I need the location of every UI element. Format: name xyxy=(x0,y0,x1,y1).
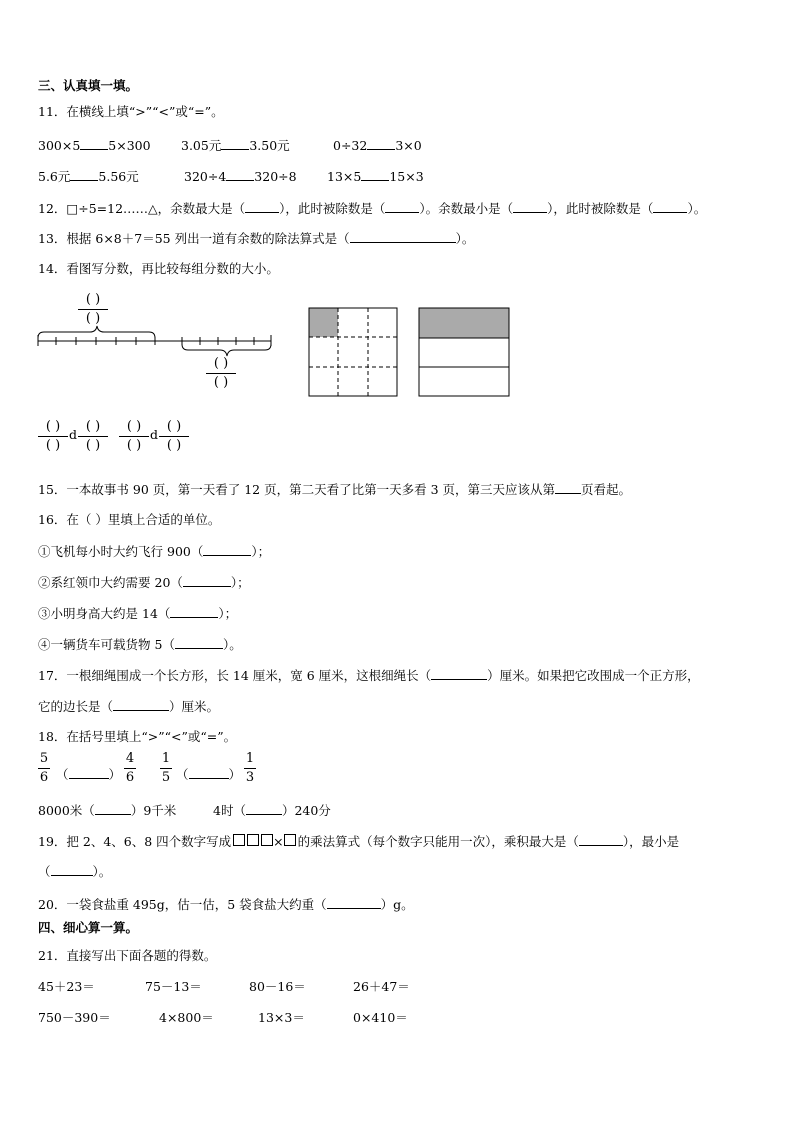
fraction-numerator-blank[interactable]: ( ) xyxy=(166,419,182,434)
q17-text-2: ）厘米。如果把它改围成一个正方形， xyxy=(487,668,700,683)
answer-blank[interactable] xyxy=(175,636,223,649)
q11-item-3 xyxy=(333,137,422,154)
compare-2-sign: d xyxy=(150,427,159,442)
q17-line-1 xyxy=(38,667,700,684)
q19-line-2 xyxy=(38,863,111,880)
q13-line xyxy=(38,230,474,247)
q11-item-1 xyxy=(38,137,151,154)
q11-item-1-right: 5×300 xyxy=(108,138,151,153)
compare-1-sign: d xyxy=(69,427,78,442)
answer-blank[interactable] xyxy=(431,667,487,680)
q11-item-6 xyxy=(327,168,424,185)
q11-item-5-left: 320÷4 xyxy=(184,169,227,184)
striped-square-outline xyxy=(419,308,509,396)
q15-text-2: 页看起。 xyxy=(581,482,632,497)
fraction-numerator: 4 xyxy=(125,751,135,766)
q11-item-2 xyxy=(181,137,290,154)
fraction-denominator-blank[interactable]: ( ) xyxy=(166,438,182,453)
q11-item-4-right: 5.56元 xyxy=(98,169,139,184)
q12-text-3: ）。余数最小是（ xyxy=(419,201,514,216)
section-4-heading: 四、细心算一算。 xyxy=(38,920,139,935)
digit-box xyxy=(233,834,245,846)
item-marker: ① xyxy=(38,544,51,559)
fraction-denominator-blank[interactable]: ( ) xyxy=(213,375,229,390)
answer-blank[interactable] xyxy=(80,137,108,150)
q15-line xyxy=(38,481,631,498)
q18-row2-item-1-left: 8000米（ xyxy=(38,803,95,818)
q17-text-4: ）厘米。 xyxy=(169,699,220,714)
fraction-denominator: 5 xyxy=(161,770,171,785)
fraction-denominator-blank[interactable]: ( ) xyxy=(85,438,101,453)
q11-title: 11．在横线上填“>”“<”或“=”。 xyxy=(38,104,224,119)
compare-2-left xyxy=(119,419,149,454)
shaded-cell xyxy=(309,308,338,337)
q17-text-3: 它的边长是（ xyxy=(38,699,114,714)
q17-line-2 xyxy=(38,698,219,715)
q11-item-4-left: 5.6元 xyxy=(38,169,71,184)
calc-item: 4×800＝ xyxy=(159,1010,214,1025)
calc-item: 750－390＝ xyxy=(38,1010,111,1025)
answer-blank[interactable] xyxy=(327,896,381,909)
q16-item-4-text: 一辆货车可载货物 5（ xyxy=(50,637,175,652)
q19-text-3: ），最小是 xyxy=(622,834,680,849)
q16-item-2-end: ）； xyxy=(230,575,250,590)
answer-blank[interactable] xyxy=(361,168,389,181)
fraction-numerator-blank[interactable]: ( ) xyxy=(213,356,229,371)
q16-item-3-end: ）； xyxy=(218,606,238,621)
q12-text-5: ）。 xyxy=(687,201,707,216)
q11-item-3-right: 3×0 xyxy=(395,138,422,153)
q11-item-3-left: 0÷32 xyxy=(333,138,368,153)
fraction-denominator-blank[interactable]: ( ) xyxy=(85,311,101,326)
q20-text-1: 20．一袋食盐重 495g，估一估，5 袋食盐大约重（ xyxy=(38,897,327,912)
q16-item-4-end: ）。 xyxy=(222,637,242,652)
answer-blank[interactable] xyxy=(95,802,131,815)
answer-blank[interactable] xyxy=(51,863,93,876)
answer-blank[interactable] xyxy=(189,766,229,779)
fraction-numerator: 1 xyxy=(245,751,255,766)
q11-item-6-left: 13×5 xyxy=(327,169,362,184)
q18-row2-item-2-right: ）240分 xyxy=(281,803,331,818)
item-marker: ③ xyxy=(38,606,51,621)
q12-text-1: 12．□÷5=12……△，余数最大是（ xyxy=(38,201,246,216)
fraction-denominator-blank[interactable]: ( ) xyxy=(45,438,61,453)
close-paren: ） xyxy=(108,767,122,782)
q16-item-4 xyxy=(38,636,242,653)
calc-item: 80－16＝ xyxy=(249,979,306,994)
answer-blank[interactable] xyxy=(367,137,395,150)
q11-item-2-right: 3.50元 xyxy=(249,138,290,153)
numberline-fraction-bottom xyxy=(206,356,236,391)
q13-text-2: ）。 xyxy=(455,231,475,246)
top-brace xyxy=(38,326,155,338)
digit-box xyxy=(261,834,273,846)
answer-blank[interactable] xyxy=(221,137,249,150)
grid-square-outline xyxy=(309,308,397,396)
q19-text-1: 19．把 2、4、6、8 四个数字写成 xyxy=(38,834,232,849)
q20-text-2: ）g。 xyxy=(380,897,414,912)
bottom-brace xyxy=(182,344,271,356)
answer-blank[interactable] xyxy=(653,200,687,213)
answer-blank[interactable] xyxy=(69,766,109,779)
fraction-denominator: 6 xyxy=(39,770,49,785)
fraction-denominator-blank[interactable]: ( ) xyxy=(126,438,142,453)
q16-item-1-text: 飞机每小时大约飞行 900（ xyxy=(50,544,204,559)
q19-text-2: 的乘法算式（每个数字只能用一次），乘积最大是（ xyxy=(297,834,579,849)
q12-text-2: ），此时被除数是（ xyxy=(279,201,386,216)
answer-blank[interactable] xyxy=(385,200,419,213)
compare-2-right xyxy=(159,419,189,454)
q16-item-3-text: 小明身高大约是 14（ xyxy=(50,606,171,621)
q19-text-4: （ xyxy=(38,864,51,879)
q11-item-5-right: 320÷8 xyxy=(254,169,297,184)
q18-fraction-1 xyxy=(38,751,50,786)
calc-item: 75－13＝ xyxy=(145,979,202,994)
item-marker: ④ xyxy=(38,637,51,652)
answer-blank[interactable] xyxy=(246,802,282,815)
answer-blank[interactable] xyxy=(579,833,623,846)
q16-title: 16．在（ ）里填上合适的单位。 xyxy=(38,512,221,527)
q15-text-1: 15．一本故事书 90 页，第一天看了 12 页，第二天看了比第一天多看 3 页，第三天应该从第 xyxy=(38,482,556,497)
compare-1-right xyxy=(78,419,108,454)
q16-item-2 xyxy=(38,574,250,591)
q18-fraction-2 xyxy=(124,751,136,786)
q19-text-5: ）。 xyxy=(92,864,112,879)
item-marker: ② xyxy=(38,575,51,590)
q16-item-2-text: 系红领巾大约需要 20（ xyxy=(50,575,183,590)
q17-text-1: 17．一根细绳围成一个长方形，长 14 厘米，宽 6 厘米，这根细绳长（ xyxy=(38,668,432,683)
q13-text-1: 13．根据 6×8＋7＝55 列出一道有余数的除法算式是（ xyxy=(38,231,350,246)
q11-item-4 xyxy=(38,168,139,185)
q16-item-1 xyxy=(38,543,270,560)
fraction-numerator-blank[interactable]: ( ) xyxy=(45,419,61,434)
fraction-numerator-blank[interactable]: ( ) xyxy=(85,292,101,307)
numberline-fraction-top xyxy=(78,292,108,327)
calc-item: 45＋23＝ xyxy=(38,979,95,994)
q12-text-4: ），此时被除数是（ xyxy=(547,201,654,216)
q18-row2-item-2-left: 4时（ xyxy=(213,803,246,818)
q12-line xyxy=(38,200,706,217)
q19-line-1 xyxy=(38,833,679,850)
calc-item: 13×3＝ xyxy=(258,1010,305,1025)
q11-item-2-left: 3.05元 xyxy=(181,138,222,153)
fraction-numerator-blank[interactable]: ( ) xyxy=(126,419,142,434)
answer-blank[interactable] xyxy=(350,230,456,243)
q14-title: 14．看图写分数，再比较每组分数的大小。 xyxy=(38,261,279,276)
calc-item: 0×410＝ xyxy=(353,1010,408,1025)
fraction-denominator: 3 xyxy=(245,770,255,785)
fraction-denominator: 6 xyxy=(125,770,135,785)
close-paren: ） xyxy=(228,767,242,782)
times-sign: × xyxy=(273,834,284,849)
open-paren: （ xyxy=(176,767,189,782)
answer-blank[interactable] xyxy=(203,543,251,556)
q18-row2-item-2 xyxy=(213,802,331,819)
section-3-heading: 三、认真填一填。 xyxy=(38,78,139,93)
q11-item-5 xyxy=(184,168,297,185)
q18-compare-2 xyxy=(176,766,241,783)
fraction-numerator: 1 xyxy=(161,751,171,766)
fraction-numerator-blank[interactable]: ( ) xyxy=(85,419,101,434)
answer-blank[interactable] xyxy=(555,481,581,494)
digit-box xyxy=(284,834,296,846)
answer-blank[interactable] xyxy=(226,168,254,181)
q11-item-1-left: 300×5 xyxy=(38,138,81,153)
answer-blank[interactable] xyxy=(113,698,169,711)
q20-line xyxy=(38,896,414,913)
answer-blank[interactable] xyxy=(245,200,279,213)
q18-row2-item-1 xyxy=(38,802,176,819)
shaded-strip xyxy=(419,308,509,338)
compare-1-left xyxy=(38,419,68,454)
digit-box xyxy=(247,834,259,846)
q18-fraction-4 xyxy=(244,751,256,786)
answer-blank[interactable] xyxy=(183,574,231,587)
q21-title: 21．直接写出下面各题的得数。 xyxy=(38,948,217,963)
q16-item-3 xyxy=(38,605,237,622)
q18-fraction-3 xyxy=(160,751,172,786)
fraction-numerator: 5 xyxy=(39,751,49,766)
answer-blank[interactable] xyxy=(513,200,547,213)
q18-compare-1 xyxy=(56,766,121,783)
calc-item: 26＋47＝ xyxy=(353,979,410,994)
q11-item-6-right: 15×3 xyxy=(389,169,424,184)
open-paren: （ xyxy=(56,767,69,782)
q16-item-1-end: ）； xyxy=(251,544,271,559)
answer-blank[interactable] xyxy=(70,168,98,181)
q18-title: 18．在括号里填上“>”“<”或“=”。 xyxy=(38,729,237,744)
answer-blank[interactable] xyxy=(170,605,218,618)
q18-row2-item-1-right: ）9千米 xyxy=(130,803,177,818)
